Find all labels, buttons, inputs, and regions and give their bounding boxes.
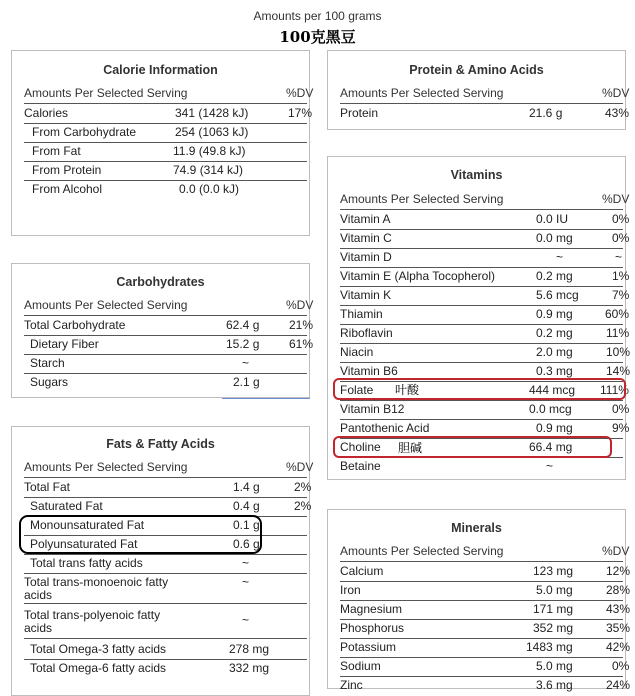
choline-annotation: 胆碱 <box>398 441 423 455</box>
serving-label: Amounts Per Selected Serving <box>340 544 504 558</box>
carbohydrates-panel <box>11 263 314 398</box>
row-label: Total trans-polyenoic fatty acids <box>24 608 161 635</box>
row-value: 62.4 g <box>226 318 260 332</box>
row-label: Dietary Fiber <box>30 337 99 351</box>
row-value: 254 (1063 kJ) <box>175 125 249 139</box>
row-label: From Alcohol <box>32 182 103 196</box>
row-value: ~ <box>546 459 554 473</box>
row-dv: 1% <box>612 269 630 283</box>
table-row <box>340 248 623 268</box>
table-row <box>340 305 630 325</box>
row-value: 15.2 g <box>226 337 260 351</box>
protein-header-row <box>340 84 630 104</box>
row-value: 0.0 IU <box>536 212 569 226</box>
row-label: Calories <box>24 106 69 120</box>
row-label: Phosphorus <box>340 621 405 635</box>
row-label: Protein <box>340 106 379 120</box>
row-label: From Fat <box>32 144 81 158</box>
serving-label: Amounts Per Selected Serving <box>24 460 188 474</box>
row-label: Vitamin B12 <box>340 402 405 416</box>
row-label: Potassium <box>340 640 397 654</box>
row-dv: 7% <box>612 288 630 302</box>
table-row <box>340 267 630 287</box>
row-value: 1483 mg <box>526 640 573 654</box>
row-label: Sugars <box>30 375 69 389</box>
serving-label: Amounts Per Selected Serving <box>340 192 504 206</box>
row-label: Saturated Fat <box>30 499 103 513</box>
row-value: 21.6 g <box>529 106 563 120</box>
row-dv: 0% <box>612 659 630 673</box>
mono-poly-highlight-oval <box>19 515 262 554</box>
row-label: Total Fat <box>24 480 71 494</box>
row-dv: 24% <box>606 678 631 692</box>
row-label: Total Omega-6 fatty acids <box>30 661 167 675</box>
row-label: Total Omega-3 fatty acids <box>30 642 167 656</box>
row-value: 352 mg <box>533 621 574 635</box>
row-value: 11.9 (49.8 kJ) <box>173 144 246 158</box>
row-dv: 35% <box>606 621 631 635</box>
row-label: Calcium <box>340 564 384 578</box>
table-row <box>340 324 630 344</box>
row-label: Choline <box>340 440 381 454</box>
vitamins-header-row <box>340 190 630 210</box>
table-row <box>24 497 312 517</box>
row-label: Betaine <box>340 459 381 473</box>
row-value: 123 mg <box>533 564 574 578</box>
row-value: 3.6 mg <box>536 678 573 692</box>
row-dv: 21% <box>289 318 314 332</box>
table-row <box>24 316 314 336</box>
row-dv: 2% <box>294 480 312 494</box>
row-value: 5.6 mcg <box>536 288 579 302</box>
dv-label: %DV <box>602 544 630 558</box>
row-value: 0.6 g <box>233 537 260 551</box>
row-label: Sodium <box>340 659 381 673</box>
table-row <box>340 104 630 123</box>
minerals-header-row <box>340 542 630 562</box>
page-title: 100克黑豆 <box>279 28 356 46</box>
row-value: 5.0 mg <box>536 583 573 597</box>
table-row <box>24 123 307 143</box>
row-label: Riboflavin <box>340 326 393 340</box>
row-value: 0.4 g <box>233 499 260 513</box>
table-row <box>24 605 307 639</box>
row-dv: 43% <box>606 602 631 616</box>
row-value: 0.2 mg <box>536 326 573 340</box>
row-dv: ~ <box>615 250 623 264</box>
table-row <box>340 657 630 677</box>
table-row <box>340 400 630 420</box>
row-value: 0.9 mg <box>536 421 573 435</box>
row-label: Thiamin <box>340 307 383 321</box>
calorie-title: Calorie Information <box>103 63 218 77</box>
table-row <box>24 180 307 199</box>
row-value: 278 mg <box>229 642 270 656</box>
fats-title: Fats & Fatty Acids <box>106 437 215 451</box>
row-value: 0.0 mcg <box>529 402 572 416</box>
row-label: Vitamin D <box>340 250 392 264</box>
row-label: Vitamin K <box>340 288 392 302</box>
row-value: 444 mcg <box>529 383 576 397</box>
table-row <box>24 554 307 574</box>
row-value: 0.9 mg <box>536 307 573 321</box>
row-label: Vitamin E (Alpha Tocopherol) <box>340 269 495 283</box>
row-label: Pantothenic Acid <box>340 421 430 435</box>
row-dv: 9% <box>612 421 630 435</box>
row-dv: 2% <box>294 499 312 513</box>
row-value: ~ <box>556 250 564 264</box>
row-label: Vitamin C <box>340 231 392 245</box>
folate-highlight-box <box>333 378 626 400</box>
row-label: From Carbohydrate <box>32 125 137 139</box>
row-label: From Protein <box>32 163 102 177</box>
row-value: 332 mg <box>229 661 270 675</box>
carbs-title: Carbohydrates <box>116 275 205 289</box>
row-label: Total trans-monoenoic fatty acids <box>24 575 169 602</box>
dv-label: %DV <box>286 460 314 474</box>
row-dv: 17% <box>288 106 313 120</box>
table-row <box>340 457 623 476</box>
row-value: 171 mg <box>533 602 574 616</box>
row-value: 66.4 mg <box>529 440 573 454</box>
row-label: Polyunsaturated Fat <box>30 537 138 551</box>
table-row <box>24 373 307 392</box>
choline-highlight-box <box>333 436 612 458</box>
row-dv: 0% <box>612 212 630 226</box>
row-value: ~ <box>242 575 250 589</box>
minerals-title: Minerals <box>451 521 502 535</box>
row-dv: 10% <box>606 345 631 359</box>
row-value: ~ <box>242 556 250 570</box>
row-value: 74.9 (314 kJ) <box>173 163 244 177</box>
row-dv: 0% <box>612 231 630 245</box>
row-label: Folate <box>340 383 374 397</box>
amounts-header: Amounts per 100 grams <box>253 9 382 23</box>
table-row <box>340 229 630 249</box>
dv-label: %DV <box>286 86 314 100</box>
row-dv: 61% <box>289 337 314 351</box>
table-row <box>24 354 307 374</box>
row-label: Vitamin A <box>340 212 391 226</box>
row-value: 0.0 (0.0 kJ) <box>179 182 240 196</box>
dv-label: %DV <box>286 298 314 312</box>
table-row <box>340 619 631 639</box>
table-row <box>340 343 631 363</box>
row-value: ~ <box>242 356 250 370</box>
row-dv: 12% <box>606 564 631 578</box>
table-row <box>340 600 631 620</box>
table-row <box>340 210 630 230</box>
row-label: Niacin <box>340 345 374 359</box>
serving-label: Amounts Per Selected Serving <box>340 86 504 100</box>
dv-label: %DV <box>602 192 630 206</box>
serving-label: Amounts Per Selected Serving <box>24 86 188 100</box>
vitamins-title: Vitamins <box>450 168 503 182</box>
row-value: 0.0 mg <box>536 231 573 245</box>
dv-label: %DV <box>602 86 630 100</box>
table-row <box>24 478 312 498</box>
vitamins-panel <box>327 156 631 480</box>
row-value: 2.0 mg <box>536 345 573 359</box>
table-row <box>24 335 314 355</box>
row-dv: 60% <box>605 307 630 321</box>
row-label: Magnesium <box>340 602 403 616</box>
table-row <box>340 286 630 306</box>
row-label: Monounsaturated Fat <box>30 518 145 532</box>
row-label: Total trans fatty acids <box>30 556 143 570</box>
row-dv: 111% <box>600 383 629 397</box>
row-label: Zinc <box>340 678 363 692</box>
row-label: Iron <box>340 583 361 597</box>
row-value: 5.0 mg <box>536 659 573 673</box>
row-dv: 42% <box>606 640 631 654</box>
table-row <box>24 659 307 678</box>
row-value: 341 (1428 kJ) <box>175 106 249 120</box>
row-value: 0.3 mg <box>536 364 573 378</box>
row-value: 0.2 mg <box>536 269 573 283</box>
row-label: Vitamin B6 <box>340 364 398 378</box>
row-value: 2.1 g <box>233 375 260 389</box>
row-value: 0.1 g <box>233 518 260 532</box>
table-row <box>340 562 631 582</box>
calorie-panel <box>11 50 314 236</box>
row-label: Starch <box>30 356 65 370</box>
table-row <box>340 581 631 601</box>
table-row <box>24 142 307 162</box>
fats-header-row <box>24 458 314 478</box>
protein-title: Protein & Amino Acids <box>409 63 544 77</box>
row-dv: 0% <box>612 402 630 416</box>
panel-edge-line <box>222 398 310 399</box>
row-dv: 28% <box>606 583 631 597</box>
table-row <box>24 104 313 124</box>
row-dv: 43% <box>605 106 630 120</box>
table-row <box>340 638 631 658</box>
protein-panel <box>327 50 630 130</box>
row-value: ~ <box>242 613 250 627</box>
folate-annotation: 叶酸 <box>395 383 420 397</box>
row-label: Total Carbohydrate <box>24 318 126 332</box>
row-value: 1.4 g <box>233 480 260 494</box>
carbs-header-row <box>24 296 314 316</box>
table-row <box>24 640 307 660</box>
calorie-header-row <box>24 84 314 104</box>
row-dv: 11% <box>606 326 630 340</box>
table-row <box>24 161 307 181</box>
minerals-panel <box>327 509 631 692</box>
table-row <box>340 676 631 695</box>
serving-label: Amounts Per Selected Serving <box>24 298 188 312</box>
fats-panel <box>11 426 314 696</box>
table-row <box>24 573 307 604</box>
row-dv: 14% <box>606 364 631 378</box>
